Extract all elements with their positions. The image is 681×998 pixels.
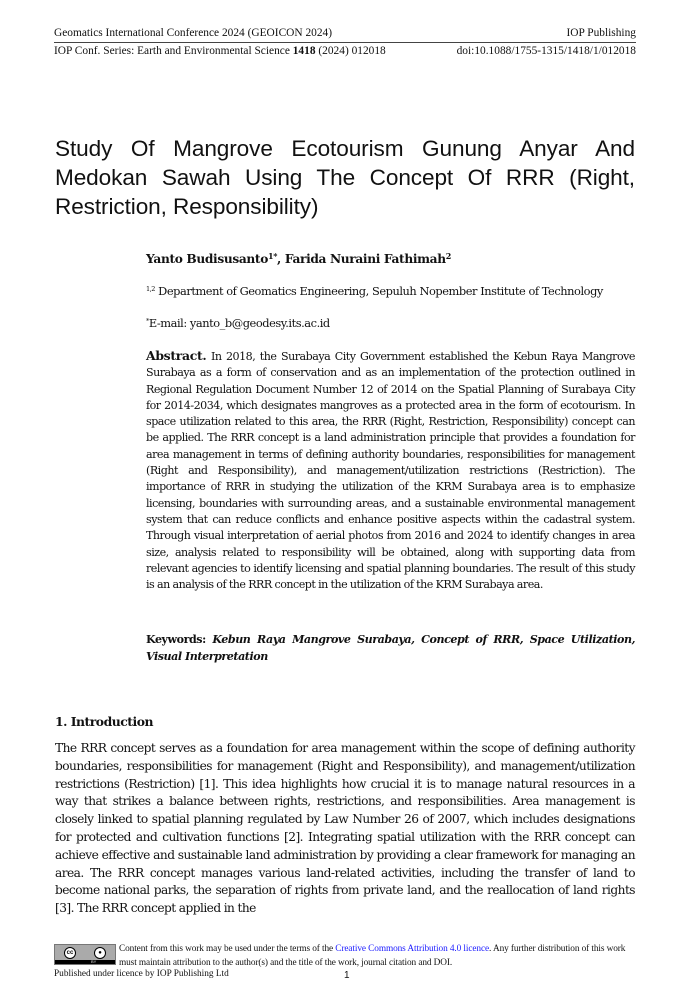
citation-header [54,45,636,57]
affiliation-text: Department of Geomatics Engineering, Sepuluh Nopember Institute of Technology [155,284,603,298]
cc-icon: cc [64,947,76,959]
license-suffix: . Any further distribution of this work must maintain attribution to the author(s) and the title of the work, journal citation and DOI. [119,944,626,968]
abstract-text: In 2018, the Surabaya City Government established the Kebun Raya Mangrove Surabaya as a form of conservation and as an implementation of the protection outlined in Regional Regulation Document Number 12 of 2014 on the Spatial Planning of Surabaya City for 2014-2034, which designates mangroves as a protected area in the form of ecotourism. In space utilization related to this area, the RRR (Right, Restriction, Responsibility) concept can be applied. The RRR concept is a land administration principle that provides a foundation for area management in terms of defining authority boundaries, responsibilities for management (Right and Responsibility), and management/utilization restrictions (Restriction). The importance of RRR in studying the utilization of the KRM Surabaya area is to emphasize licensing, boundaries with surrounding areas, and a sustainable environmental management system that can reduce conflicts and enhance positive aspects within the cadastral system. Through visual interpretation of aerial photos from 2016 and 2024 to identify changes in area size, analysis related to responsibility will be obtained, along with supporting data from relevant agencies to identify licensing and spatial planning boundaries. The result of this study is an analysis of the RRR concept in the utilization of the KRM Surabaya area. [146,350,635,592]
doi[interactable]: doi:10.1088/1755-1315/1418/1/012018 [456,45,636,57]
author-name: Farida Nuraini Fathimah [284,252,446,266]
author-list [146,251,635,266]
author-name: Yanto Budisusanto [146,252,268,266]
abstract-label: Abstract. [146,348,207,363]
attribution-person-icon: ● [94,947,106,959]
affiliation [146,284,635,298]
published-notice: Published under licence by IOP Publishing Ltd [54,969,229,979]
license-notice [119,943,639,970]
email-text[interactable]: E-mail: yanto_b@geodesy.its.ac.id [148,316,330,330]
license-link[interactable]: Creative Commons Attribution 4.0 licence [335,944,490,954]
creative-commons-by-icon[interactable] [54,944,116,965]
section-heading: 1. Introduction [55,714,153,729]
keywords [146,632,635,665]
contact-email [146,316,635,330]
affiliation-mark: 1,2 [146,285,155,293]
license-prefix: Content from this work may be used under the terms of the [119,944,336,954]
series-name: IOP Conf. Series: Earth and Environmental Science [54,45,293,57]
keywords-text: Kebun Raya Mangrove Surabaya, Concept of RRR, Space Utilization, Visual Interpretation [146,633,635,663]
keywords-label: Keywords: [146,633,213,646]
conference-name: Geomatics International Conference 2024 (GEOICON 2024) [54,27,333,39]
by-label: BY [91,959,97,964]
journal-citation [54,45,386,57]
author-separator: , [277,252,285,266]
abstract [146,348,635,593]
header-divider [54,42,636,43]
paper-title: Study Of Mangrove Ecotourism Gunung Anyar And Medokan Sawah Using The Concept Of RRR (Right, Restriction, Responsibility) [55,136,635,219]
author-mark: 1* [267,251,278,261]
publisher-name: IOP Publishing [566,27,636,39]
author-mark: 2 [445,251,451,261]
introduction-paragraph: The RRR concept serves as a foundation for area management within the scope of defining authority boundaries, responsibilities for management (Right and Responsibility), and management/utilization restrictions (Restriction) [1]. This idea highlights how crucial it is to manage natural resources in a way that strikes a balance between rights, restrictions, and responsibilities. Area management is closely linked to spatial planning regulated by Law Number 26 of 2007, which includes designations for protected and cultivation functions [2]. Integrating spatial utilization with the RRR concept can achieve effective and sustainable land administration by providing a clear framework for managing an area. The RRR concept manages various land-related activities, including the transfer of land to become national parks, the separation of rights from private land, and the reallocation of land rights [3]. The RRR concept applied in the [55,741,635,916]
running-header [54,27,636,39]
email-mark: * [146,317,149,325]
page-number: 1 [344,970,350,981]
year-article: (2024) 012018 [315,45,386,57]
volume-number: 1418 [292,45,316,57]
